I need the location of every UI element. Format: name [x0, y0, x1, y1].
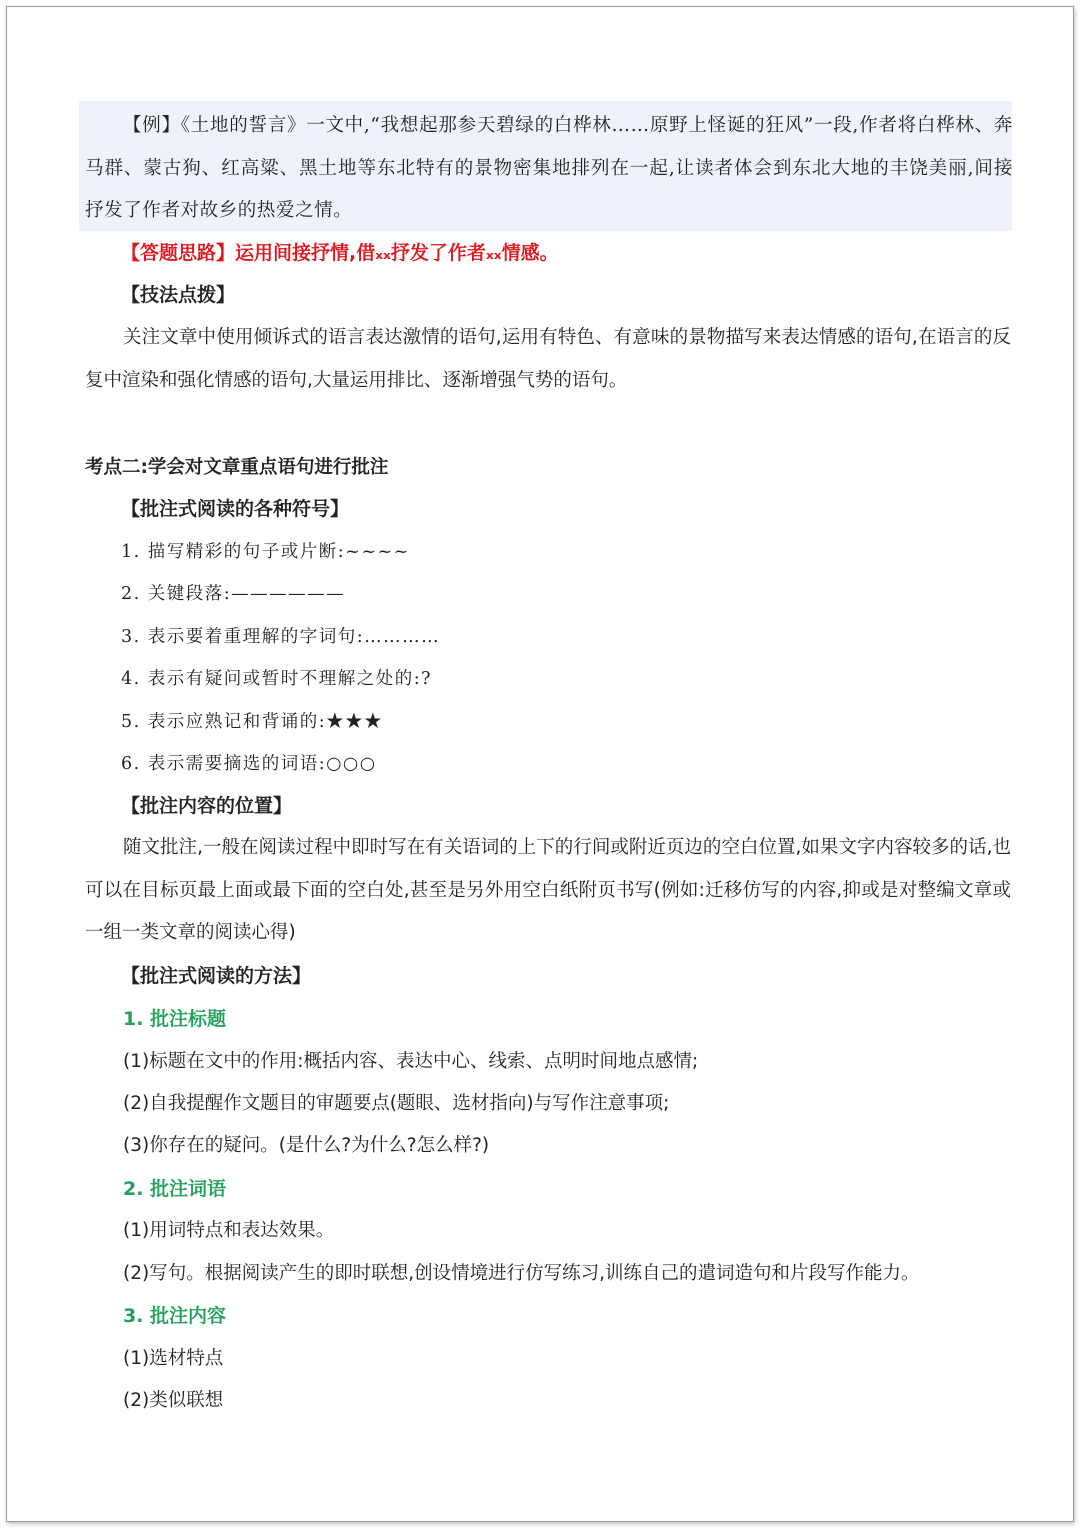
- position-paragraph: 随文批注,一般在阅读过程中即时写在有关语词的上下的行间或附近页边的空白位置,如果文字内容较多的话,也可以在目标页最上面或最下面的空白处,甚至是另外用空白纸附页书写(例如:迁移仿写的内容,抑或是对整编文章或一组一类文章的阅读心得): [85, 837, 1011, 943]
- example-paragraph: 【例】《土地的誓言》一文中,“我想起那参天碧绿的白桦林……原野上怪诞的狂风”一段,作者将白桦林、奔马群、蒙古狗、红高粱、黑土地等东北特有的景物密集地排列在一起,让读者体会到东北大地的丰饶美丽,间接抒发了作者对故乡的热爱之情。: [85, 115, 1013, 221]
- symbol-item: 6. 表示需要摘选的词语:○○○: [121, 754, 377, 774]
- answer-idea: 【答题思路】运用间接抒情,借ₓₓ抒发了作者ₓₓ情感。: [121, 242, 559, 264]
- method-title-headline: 1. 批注标题: [123, 1008, 227, 1030]
- method-item: (2)类似联想: [123, 1390, 224, 1411]
- technique-paragraph: 关注文章中使用倾诉式的语言表达激情的语句,运用有特色、有意味的景物描写来表达情感的语句,在语言的反复中渲染和强化情感的语句,大量运用排比、逐渐增强气势的语句。: [85, 327, 1011, 391]
- symbols-heading: 【批注式阅读的各种符号】: [121, 498, 350, 520]
- symbol-item: 5. 表示应熟记和背诵的:★★★: [121, 712, 384, 732]
- method-item: (3)你存在的疑问。(是什么?为什么?怎么样?): [123, 1135, 490, 1156]
- symbol-item: 2. 关键段落:——————: [121, 584, 346, 604]
- method-item: (2)写句。根据阅读产生的即时联想,创设情境进行仿写练习,训练自己的遣词造句和片段写作能力。: [123, 1263, 920, 1284]
- method-item: (1)标题在文中的作用:概括内容、表达中心、线索、点明时间地点感情;: [123, 1051, 699, 1072]
- document-page: [6, 6, 1074, 1522]
- symbol-item: 1. 描写精彩的句子或片断:~~~~: [121, 542, 410, 562]
- method-item: (1)用词特点和表达效果。: [123, 1220, 335, 1241]
- position-heading: 【批注内容的位置】: [121, 795, 293, 817]
- method-title-content: 3. 批注内容: [123, 1305, 227, 1327]
- method-title-words: 2. 批注词语: [123, 1178, 227, 1200]
- symbol-item: 3. 表示要着重理解的字词句:…………: [121, 627, 441, 647]
- methods-heading: 【批注式阅读的方法】: [121, 965, 312, 987]
- section-title: 考点二:学会对文章重点语句进行批注: [85, 457, 389, 478]
- method-item: (1)选材特点: [123, 1348, 224, 1369]
- symbol-item: 4. 表示有疑问或暂时不理解之处的:?: [121, 669, 433, 689]
- method-item: (2)自我提醒作文题目的审题要点(题眼、选材指向)与写作注意事项;: [123, 1093, 670, 1114]
- technique-heading: 【技法点拨】: [121, 284, 236, 306]
